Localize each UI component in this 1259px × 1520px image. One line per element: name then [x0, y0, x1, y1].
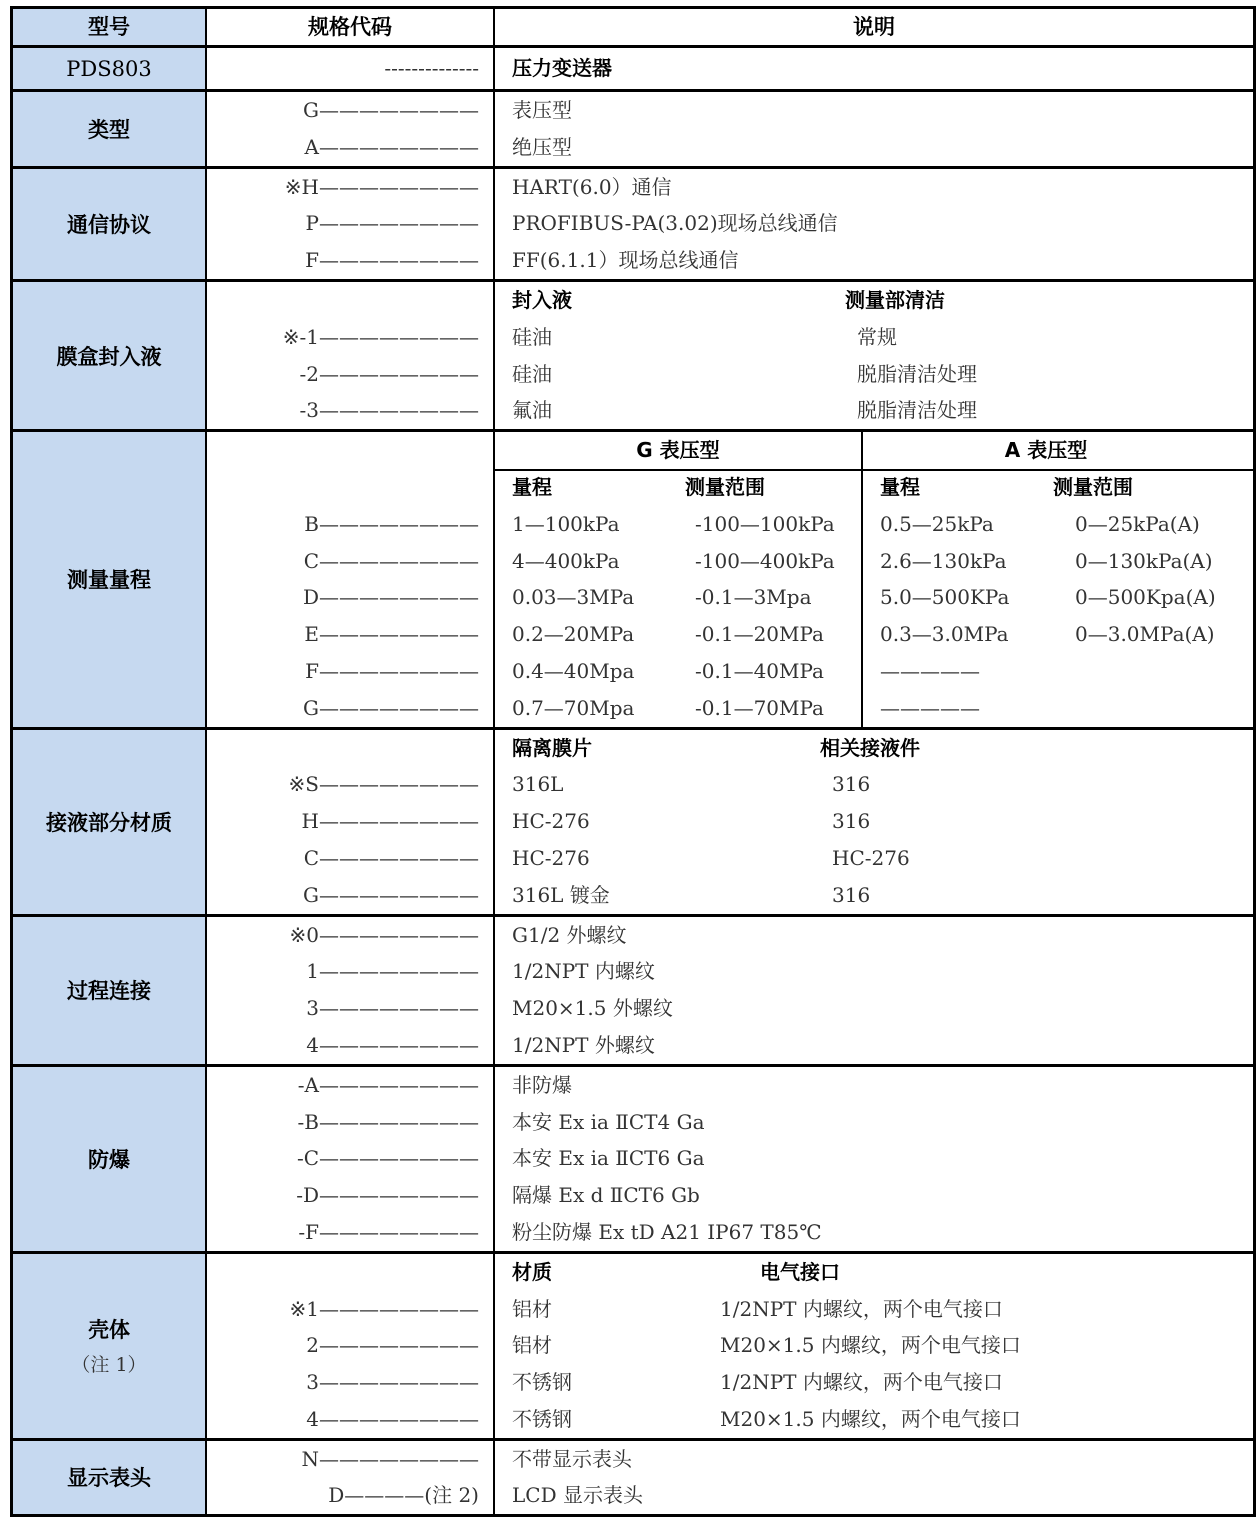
description-line	[495, 953, 1253, 990]
code-line: -F————————	[298, 1219, 479, 1244]
code-line: ※S————————	[288, 772, 479, 797]
description-text: 316	[832, 809, 871, 834]
description-text: HC-276	[512, 809, 590, 834]
description-text: 电气接口	[760, 1259, 840, 1284]
model-code-cell	[207, 48, 495, 89]
code-line: -A————————	[297, 1072, 479, 1097]
description-text: 316	[832, 772, 871, 797]
code-line: C————————	[303, 845, 479, 870]
description-line	[495, 730, 1253, 767]
description-cell	[495, 917, 1253, 1064]
range-header-divider	[495, 469, 1253, 471]
description-text: 0.3—3.0MPa	[880, 622, 1009, 647]
section-0	[13, 92, 1253, 169]
description-text: 表压型	[512, 98, 572, 122]
code-line: 1————————	[306, 959, 479, 984]
description-line	[495, 169, 1253, 206]
description-line	[495, 616, 1253, 653]
section-label-cell	[13, 432, 207, 726]
description-line	[495, 1327, 1253, 1364]
code-line: D————(注 2)	[328, 1483, 479, 1508]
section-label-cell	[13, 282, 207, 429]
description-text: LCD 显示表头	[512, 1483, 643, 1508]
code-line: -3————————	[299, 398, 479, 423]
description-text: 量程	[512, 474, 552, 499]
model-desc: 压力变送器	[512, 56, 612, 80]
code-cell	[207, 917, 495, 1064]
description-cell	[495, 1067, 1253, 1251]
description-text: 不锈钢	[512, 1370, 572, 1395]
description-text: HC-276	[832, 845, 910, 870]
description-line	[495, 319, 1253, 356]
description-line	[495, 653, 1253, 690]
description-line	[495, 1401, 1253, 1438]
description-cell	[495, 92, 1253, 166]
description-text: 0—3.0MPa(A)	[1075, 622, 1215, 647]
section-label: 接液部分材质	[46, 810, 172, 835]
description-line	[495, 1027, 1253, 1064]
description-text: -0.1—40MPa	[695, 658, 824, 683]
description-cell	[495, 169, 1253, 279]
description-text: 材质	[512, 1259, 552, 1284]
description-text: 铝材	[512, 1296, 552, 1321]
code-line: -2————————	[299, 361, 479, 386]
description-line	[495, 877, 1253, 914]
description-text: 测量范围	[1053, 474, 1133, 499]
code-line: P————————	[305, 211, 479, 236]
description-text: M20×1.5 外螺纹	[512, 996, 673, 1021]
code-line	[207, 1254, 493, 1291]
code-cell	[207, 92, 495, 166]
code-line: N————————	[301, 1446, 479, 1471]
model-desc-cell	[495, 48, 1253, 89]
description-line	[495, 242, 1253, 279]
description-text: 0.03—3MPa	[512, 585, 635, 610]
section-5	[13, 917, 1253, 1067]
description-text: 不带显示表头	[512, 1446, 632, 1471]
description-text: HART(6.0）通信	[512, 174, 672, 199]
code-cell	[207, 1441, 495, 1515]
description-line	[495, 1067, 1253, 1104]
code-cell	[207, 169, 495, 279]
description-line	[495, 282, 1253, 319]
code-line: G————————	[303, 882, 479, 907]
description-text: 非防爆	[512, 1072, 572, 1097]
description-text: 0—130kPa(A)	[1075, 548, 1213, 573]
description-line	[495, 690, 1253, 727]
code-line: 3————————	[306, 996, 479, 1021]
description-text: A 表压型	[1004, 438, 1088, 463]
table-header	[13, 9, 1253, 48]
model-spec-table	[10, 6, 1256, 1517]
code-line: ※-1————————	[282, 324, 479, 349]
code-line: 4————————	[306, 1032, 479, 1057]
description-text: 0—25kPa(A)	[1075, 511, 1200, 536]
description-text: -0.1—3Mpa	[695, 585, 812, 610]
header-model: 型号	[13, 9, 207, 45]
description-text: 绝压型	[512, 134, 572, 159]
section-label-cell	[13, 92, 207, 166]
description-text: FF(6.1.1）现场总线通信	[512, 248, 739, 273]
code-line: ※0————————	[289, 922, 479, 947]
code-line: -C————————	[296, 1146, 479, 1171]
section-label-cell	[13, 730, 207, 914]
description-text: 1/2NPT 内螺纹，两个电气接口	[720, 1296, 1003, 1321]
model-code: --------------	[384, 56, 479, 80]
description-text: 硅油	[512, 324, 552, 349]
section-label-cell	[13, 1254, 207, 1438]
code-line: C————————	[303, 548, 479, 573]
section-label: 防爆	[88, 1147, 130, 1172]
code-line	[207, 432, 493, 469]
description-text: 粉尘防爆 Ex tD A21 IP67 T85℃	[512, 1219, 822, 1244]
section-4	[13, 730, 1253, 917]
description-line	[495, 840, 1253, 877]
section-label: 壳体	[88, 1318, 130, 1343]
description-text: 0.7—70Mpa	[512, 695, 635, 720]
description-text: 0.2—20MPa	[512, 622, 635, 647]
section-label-cell	[13, 1067, 207, 1251]
description-line	[495, 129, 1253, 166]
description-line	[495, 1104, 1253, 1141]
description-line	[495, 766, 1253, 803]
description-cell	[495, 1441, 1253, 1515]
code-line: D————————	[302, 585, 479, 610]
section-7	[13, 1254, 1253, 1441]
description-text: 常规	[857, 324, 897, 349]
code-line: A————————	[304, 134, 479, 159]
model-name: PDS803	[13, 48, 207, 89]
code-line: 3————————	[306, 1370, 479, 1395]
description-text: 5.0—500KPa	[880, 585, 1010, 610]
code-line: H————————	[301, 809, 479, 834]
description-line	[495, 205, 1253, 242]
range-divider	[861, 432, 863, 726]
description-line	[495, 1477, 1253, 1514]
model-row	[13, 48, 1253, 92]
description-cell	[495, 1254, 1253, 1438]
description-line	[495, 392, 1253, 429]
description-line	[495, 579, 1253, 616]
section-2	[13, 282, 1253, 432]
section-1	[13, 169, 1253, 282]
code-line: -B————————	[297, 1109, 479, 1134]
description-text: 1—100kPa	[512, 511, 620, 536]
code-line: E————————	[304, 622, 479, 647]
description-text: -100—100kPa	[695, 511, 835, 536]
header-desc: 说明	[853, 15, 895, 39]
description-text: 封入液	[512, 287, 572, 312]
description-text: 测量部清洁	[845, 287, 945, 312]
description-text: —————	[880, 658, 980, 683]
code-line	[207, 282, 493, 319]
description-text: 316L 镀金	[512, 882, 610, 907]
section-label: 类型	[88, 117, 130, 142]
code-line: G————————	[303, 98, 479, 122]
code-line: F————————	[305, 248, 479, 273]
header-code: 规格代码	[207, 9, 495, 45]
code-line: 2————————	[306, 1333, 479, 1358]
description-text: 测量范围	[685, 474, 765, 499]
description-line	[495, 506, 1253, 543]
description-text: M20×1.5 内螺纹，两个电气接口	[720, 1406, 1021, 1431]
description-cell	[495, 282, 1253, 429]
code-cell	[207, 282, 495, 429]
description-text: 相关接液件	[820, 735, 920, 760]
code-line	[207, 730, 493, 767]
description-text: 脱脂清洁处理	[857, 398, 977, 423]
section-label: 膜盒封入液	[56, 344, 162, 369]
description-text: HC-276	[512, 845, 590, 870]
description-line	[495, 1140, 1253, 1177]
description-text: 本安 Ex ia ⅡCT4 Ga	[512, 1109, 705, 1134]
description-text: 本安 Ex ia ⅡCT6 Ga	[512, 1146, 705, 1171]
description-text: —————	[880, 695, 980, 720]
section-label: 过程连接	[67, 979, 151, 1004]
section-label-cell	[13, 917, 207, 1064]
code-cell	[207, 730, 495, 914]
description-text: 4—400kPa	[512, 548, 620, 573]
code-line: ※1————————	[289, 1296, 479, 1321]
description-text: 1/2NPT 内螺纹	[512, 959, 655, 984]
description-text: G 表压型	[636, 438, 720, 463]
description-text: PROFIBUS-PA(3.02)现场总线通信	[512, 211, 838, 236]
description-text: 硅油	[512, 361, 552, 386]
code-cell	[207, 1067, 495, 1251]
description-text: 316	[832, 882, 871, 907]
description-line	[495, 1254, 1253, 1291]
description-line	[495, 1177, 1253, 1214]
description-line	[495, 356, 1253, 393]
section-note: （注 1）	[71, 1354, 147, 1377]
section-label: 显示表头	[67, 1466, 151, 1491]
description-text: G1/2 外螺纹	[512, 922, 627, 947]
description-text: 氟油	[512, 398, 552, 423]
description-text: 0—500Kpa(A)	[1075, 585, 1216, 610]
description-text: 隔离膜片	[512, 735, 592, 760]
description-text: 0.5—25kPa	[880, 511, 994, 536]
section-label-cell	[13, 169, 207, 279]
description-cell	[495, 730, 1253, 914]
description-text: 316L	[512, 772, 564, 797]
description-text: 隔爆 Ex d ⅡCT6 Gb	[512, 1183, 700, 1208]
section-label: 测量量程	[67, 568, 151, 593]
code-line: F————————	[305, 658, 479, 683]
description-line	[495, 1291, 1253, 1328]
description-line	[495, 469, 1253, 506]
description-line	[495, 1441, 1253, 1478]
description-line	[495, 1364, 1253, 1401]
description-text: 1/2NPT 外螺纹	[512, 1032, 655, 1057]
description-line	[495, 92, 1253, 129]
section-label: 通信协议	[67, 212, 151, 237]
code-line	[207, 469, 493, 506]
description-text: 0.4—40Mpa	[512, 658, 635, 683]
section-label-cell	[13, 1441, 207, 1515]
description-text: -0.1—20MPa	[695, 622, 824, 647]
section-8	[13, 1441, 1253, 1518]
description-line	[495, 990, 1253, 1027]
code-line: ※H————————	[284, 174, 479, 199]
description-cell	[495, 432, 1253, 726]
description-text: -100—400kPa	[695, 548, 835, 573]
code-line: G————————	[303, 695, 479, 720]
code-cell	[207, 1254, 495, 1438]
description-text: 2.6—130kPa	[880, 548, 1007, 573]
description-text: 不锈钢	[512, 1406, 572, 1431]
code-line: 4————————	[306, 1406, 479, 1431]
code-cell	[207, 432, 495, 726]
description-text: 量程	[880, 474, 920, 499]
description-line	[495, 917, 1253, 954]
code-line: -D————————	[296, 1183, 479, 1208]
description-line	[495, 543, 1253, 580]
description-text: -0.1—70MPa	[695, 695, 824, 720]
description-text: 1/2NPT 内螺纹，两个电气接口	[720, 1370, 1003, 1395]
section-6	[13, 1067, 1253, 1254]
description-line	[495, 1214, 1253, 1251]
description-text: 脱脂清洁处理	[857, 361, 977, 386]
description-line	[495, 432, 1253, 469]
code-line: B————————	[304, 511, 479, 536]
section-3	[13, 432, 1253, 729]
description-text: 铝材	[512, 1333, 552, 1358]
description-text: M20×1.5 内螺纹，两个电气接口	[720, 1333, 1021, 1358]
description-line	[495, 803, 1253, 840]
